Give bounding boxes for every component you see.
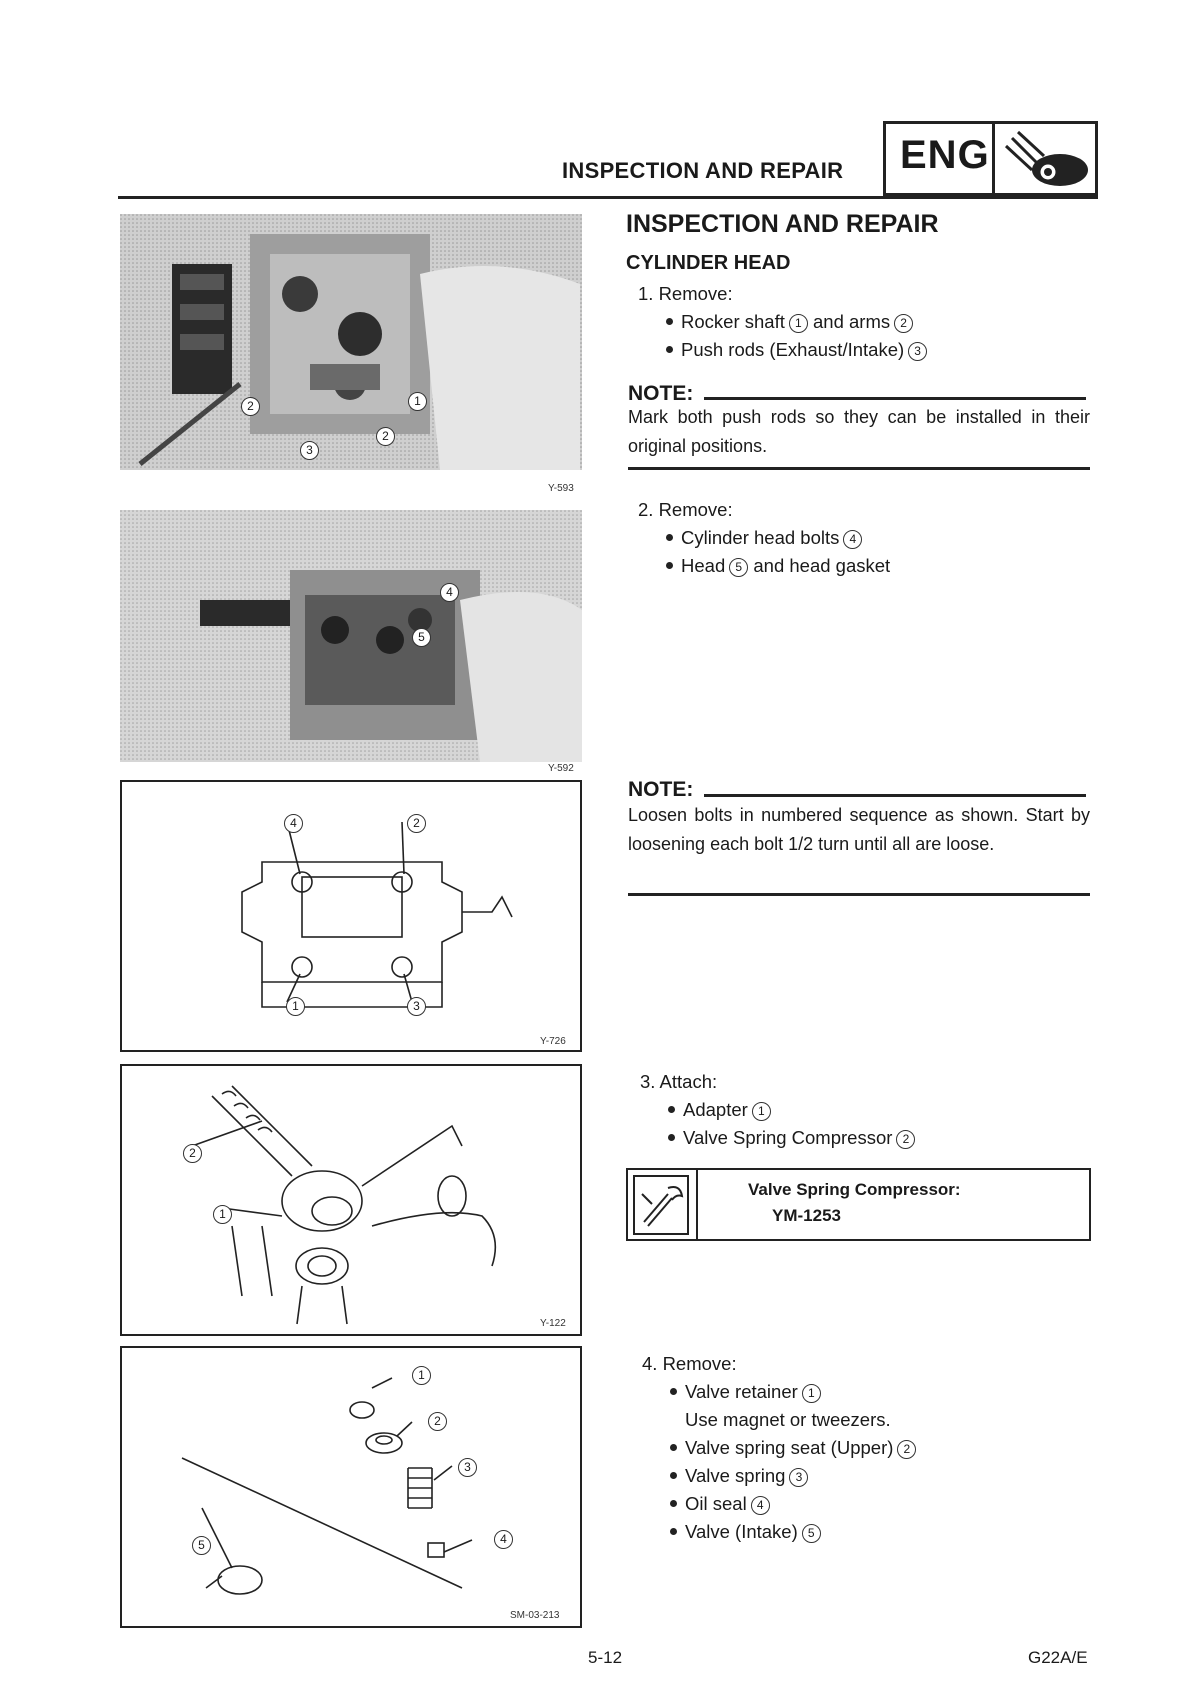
callout-2: 2 <box>897 1440 916 1459</box>
callout-2: 2 <box>896 1130 915 1149</box>
step-1-item <box>666 336 927 364</box>
callout-5: 5 <box>802 1524 821 1543</box>
bullet-icon <box>670 1500 677 1507</box>
step-3-item <box>668 1096 771 1124</box>
note-heading: NOTE: <box>628 382 694 405</box>
item-text: Valve retainer <box>685 1381 798 1402</box>
step-4-item <box>670 1378 821 1406</box>
step-2-item <box>666 524 862 552</box>
callout-3: 3 <box>458 1458 477 1477</box>
engine-icon <box>998 126 1094 192</box>
callout-5: 5 <box>412 628 431 647</box>
callout-4: 4 <box>284 814 303 833</box>
bullet-icon <box>670 1472 677 1479</box>
figure-valve-compressor <box>120 1064 582 1336</box>
note-rule-bottom <box>628 893 1090 896</box>
step-1-label: 1. Remove: <box>638 283 733 304</box>
bullet-icon <box>666 534 673 541</box>
step-4-item <box>670 1518 821 1546</box>
callout-2: 2 <box>183 1144 202 1163</box>
eng-badge-divider <box>992 121 995 196</box>
subsection-title: CYLINDER HEAD <box>626 252 791 274</box>
callout-2: 2 <box>407 814 426 833</box>
step-2-item <box>666 552 890 580</box>
rocker-photo-drawing <box>120 214 582 470</box>
callout-3: 3 <box>789 1468 808 1487</box>
step-4-extra: Use magnet or tweezers. <box>685 1409 891 1430</box>
bullet-icon <box>670 1528 677 1535</box>
note-rule-top <box>704 794 1086 797</box>
item-text: and arms <box>813 311 891 332</box>
callout-1: 1 <box>286 997 305 1016</box>
eng-badge-label: ENG <box>900 133 990 177</box>
bullet-icon <box>668 1106 675 1113</box>
figure-code: Y-593 <box>548 483 574 494</box>
callout-4: 4 <box>843 530 862 549</box>
step-1-item <box>666 308 913 336</box>
callout-4: 4 <box>440 583 459 602</box>
callout-2: 2 <box>894 314 913 333</box>
figure-code: Y-122 <box>540 1318 566 1329</box>
item-text: Valve spring <box>685 1465 786 1486</box>
figure-photo-head-bolts <box>120 510 582 762</box>
item-text: Adapter <box>683 1099 748 1120</box>
callout-3: 3 <box>908 342 927 361</box>
special-tool-divider <box>696 1168 698 1241</box>
step-4-label: 4. Remove: <box>642 1353 737 1374</box>
item-text: Oil seal <box>685 1493 747 1514</box>
figure-photo-rocker <box>120 214 582 470</box>
figure-bolt-sequence <box>120 780 582 1052</box>
header-rule <box>118 196 1098 199</box>
callout-2: 2 <box>376 427 395 446</box>
step-3-label: 3. Attach: <box>640 1071 718 1092</box>
page-number: 5-12 <box>588 1648 623 1667</box>
note-rule-bottom <box>628 467 1090 470</box>
head-bolts-photo-drawing <box>120 510 582 762</box>
bullet-icon <box>666 346 673 353</box>
callout-4: 4 <box>494 1530 513 1549</box>
step-4-item <box>670 1434 916 1462</box>
note-body: Loosen bolts in numbered sequence as shown. Start by loosening each bolt 1/2 turn until all are loose. <box>628 805 1090 854</box>
figure-code: Y-592 <box>548 763 574 774</box>
step-4-item <box>670 1490 770 1518</box>
section-title: INSPECTION AND REPAIR <box>626 210 939 238</box>
bullet-icon <box>670 1388 677 1395</box>
model-code: G22A/E <box>1028 1648 1088 1667</box>
step-2-label: 2. Remove: <box>638 499 733 520</box>
item-text: Valve (Intake) <box>685 1521 798 1542</box>
tool-name: Valve Spring Compressor: <box>748 1180 961 1199</box>
tool-part-number: YM-1253 <box>772 1206 841 1225</box>
figure-code: SM-03-213 <box>510 1610 560 1621</box>
callout-1: 1 <box>802 1384 821 1403</box>
callout-2: 2 <box>428 1412 447 1431</box>
item-text: Rocker shaft <box>681 311 785 332</box>
header-title: INSPECTION AND REPAIR <box>562 158 844 183</box>
tool-icon <box>632 1174 690 1236</box>
note-body: Mark both push rods so they can be installed in their original positions. <box>628 407 1090 456</box>
step-4-item <box>670 1462 808 1490</box>
item-text: Head <box>681 555 726 576</box>
item-text: Cylinder head bolts <box>681 527 840 548</box>
figure-valve-parts <box>120 1346 582 1628</box>
bullet-icon <box>666 562 673 569</box>
bolt-sequence-drawing <box>122 782 580 1050</box>
bullet-icon <box>668 1134 675 1141</box>
figure-code: Y-726 <box>540 1036 566 1047</box>
note-heading: NOTE: <box>628 778 694 801</box>
item-text: and head gasket <box>753 555 891 576</box>
step-3-item <box>668 1124 915 1152</box>
callout-2: 2 <box>241 397 260 416</box>
callout-3: 3 <box>407 997 426 1016</box>
callout-5: 5 <box>192 1536 211 1555</box>
callout-1: 1 <box>213 1205 232 1224</box>
valve-parts-drawing <box>122 1348 580 1626</box>
item-text: Push rods (Exhaust/Intake) <box>681 339 905 360</box>
callout-1: 1 <box>412 1366 431 1385</box>
item-text: Valve spring seat (Upper) <box>685 1437 894 1458</box>
item-text: Valve Spring Compressor <box>683 1127 893 1148</box>
callout-1: 1 <box>789 314 808 333</box>
valve-compressor-drawing <box>122 1066 580 1334</box>
callout-3: 3 <box>300 441 319 460</box>
callout-4: 4 <box>751 1496 770 1515</box>
bullet-icon <box>670 1444 677 1451</box>
callout-1: 1 <box>408 392 427 411</box>
callout-1: 1 <box>752 1102 771 1121</box>
note-rule-top <box>704 397 1086 400</box>
callout-5: 5 <box>729 558 748 577</box>
bullet-icon <box>666 318 673 325</box>
